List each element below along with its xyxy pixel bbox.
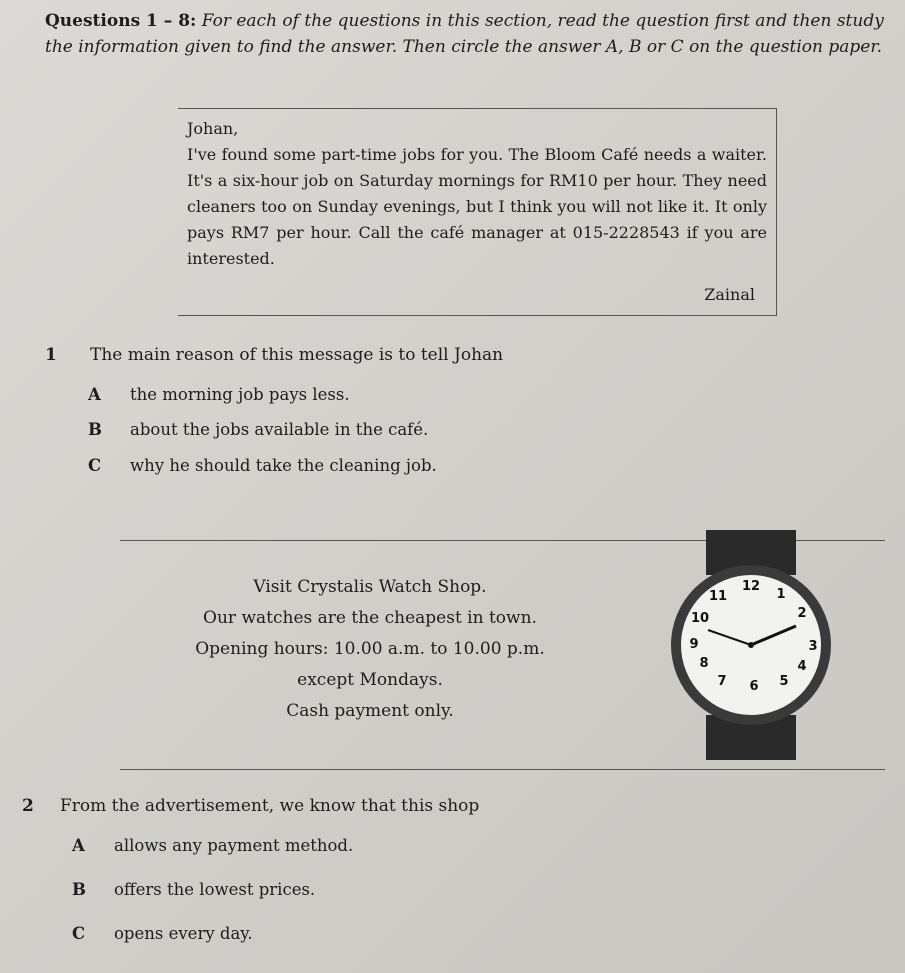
ad-line: Opening hours: 10.00 a.m. to 10.00 p.m. [195,639,545,659]
text: B [88,420,102,439]
text: C [72,924,86,943]
dial-number: 7 [717,674,727,689]
dial-number: 5 [779,674,789,689]
advertisement [150,572,590,727]
q2-option-b[interactable] [72,880,315,899]
text: C [88,456,102,475]
message-greeting: Johan, [187,119,239,138]
ad-line: Visit Crystalis Watch Shop. [253,577,487,597]
question-number: 1 [45,345,57,365]
message-body: I've found some part-time jobs for you. The Bloom Café needs a waiter. It's a six-hour job on Saturday mornings for RM10 per hour. They need cleaners too on Sunday evenings, but I think you will not like it. It only pays RM7 per hour. Call the café manager at 015-2228543 if you are interested. [187,145,767,268]
text: A [88,385,101,404]
dial-number: 6 [749,679,759,694]
dial-number: 2 [797,606,807,621]
text: about the jobs available in the café. [130,420,429,439]
text: allows any payment method. [114,836,354,855]
text: why he should take the cleaning job. [130,456,437,475]
q1-option-a[interactable] [88,385,350,404]
dial-number: 12 [741,579,761,594]
dial-number: 8 [699,656,709,671]
q2-option-a[interactable] [72,836,353,855]
text: opens every day. [114,924,253,943]
question-text: The main reason of this message is to tell Johan [90,345,504,365]
question-text: From the advertisement, we know that this shop [60,796,480,816]
instructions-text: For each of the questions in this section, read the question first and then study the information given to find the answer. Then circle the answer A, B or C on the question paper. [45,11,884,57]
question-2 [22,796,479,816]
dial-number: 4 [797,659,807,674]
text: A [72,836,85,855]
section-title: Questions 1 – 8: [45,11,197,31]
message [187,116,767,304]
text: the morning job pays less. [130,385,350,404]
text: offers the lowest prices. [114,880,316,899]
dial-number: 3 [808,639,818,654]
question-number: 2 [22,796,34,816]
text: B [72,880,86,899]
ad-line: Our watches are the cheapest in town. [203,608,537,628]
message-signature: Zainal [704,285,755,304]
q2-option-c[interactable] [72,924,253,943]
question-1 [45,345,503,365]
ad-line: except Mondays. [297,670,443,690]
q1-option-c[interactable] [88,456,437,475]
dial-number: 1 [776,587,786,602]
dial-number: 11 [708,589,728,604]
section-instructions [45,8,885,60]
wristwatch-image [668,530,858,760]
q1-option-b[interactable] [88,420,428,439]
dial-number: 9 [689,637,699,652]
dial-number: 10 [690,611,710,626]
ad-line: Cash payment only. [286,701,454,721]
